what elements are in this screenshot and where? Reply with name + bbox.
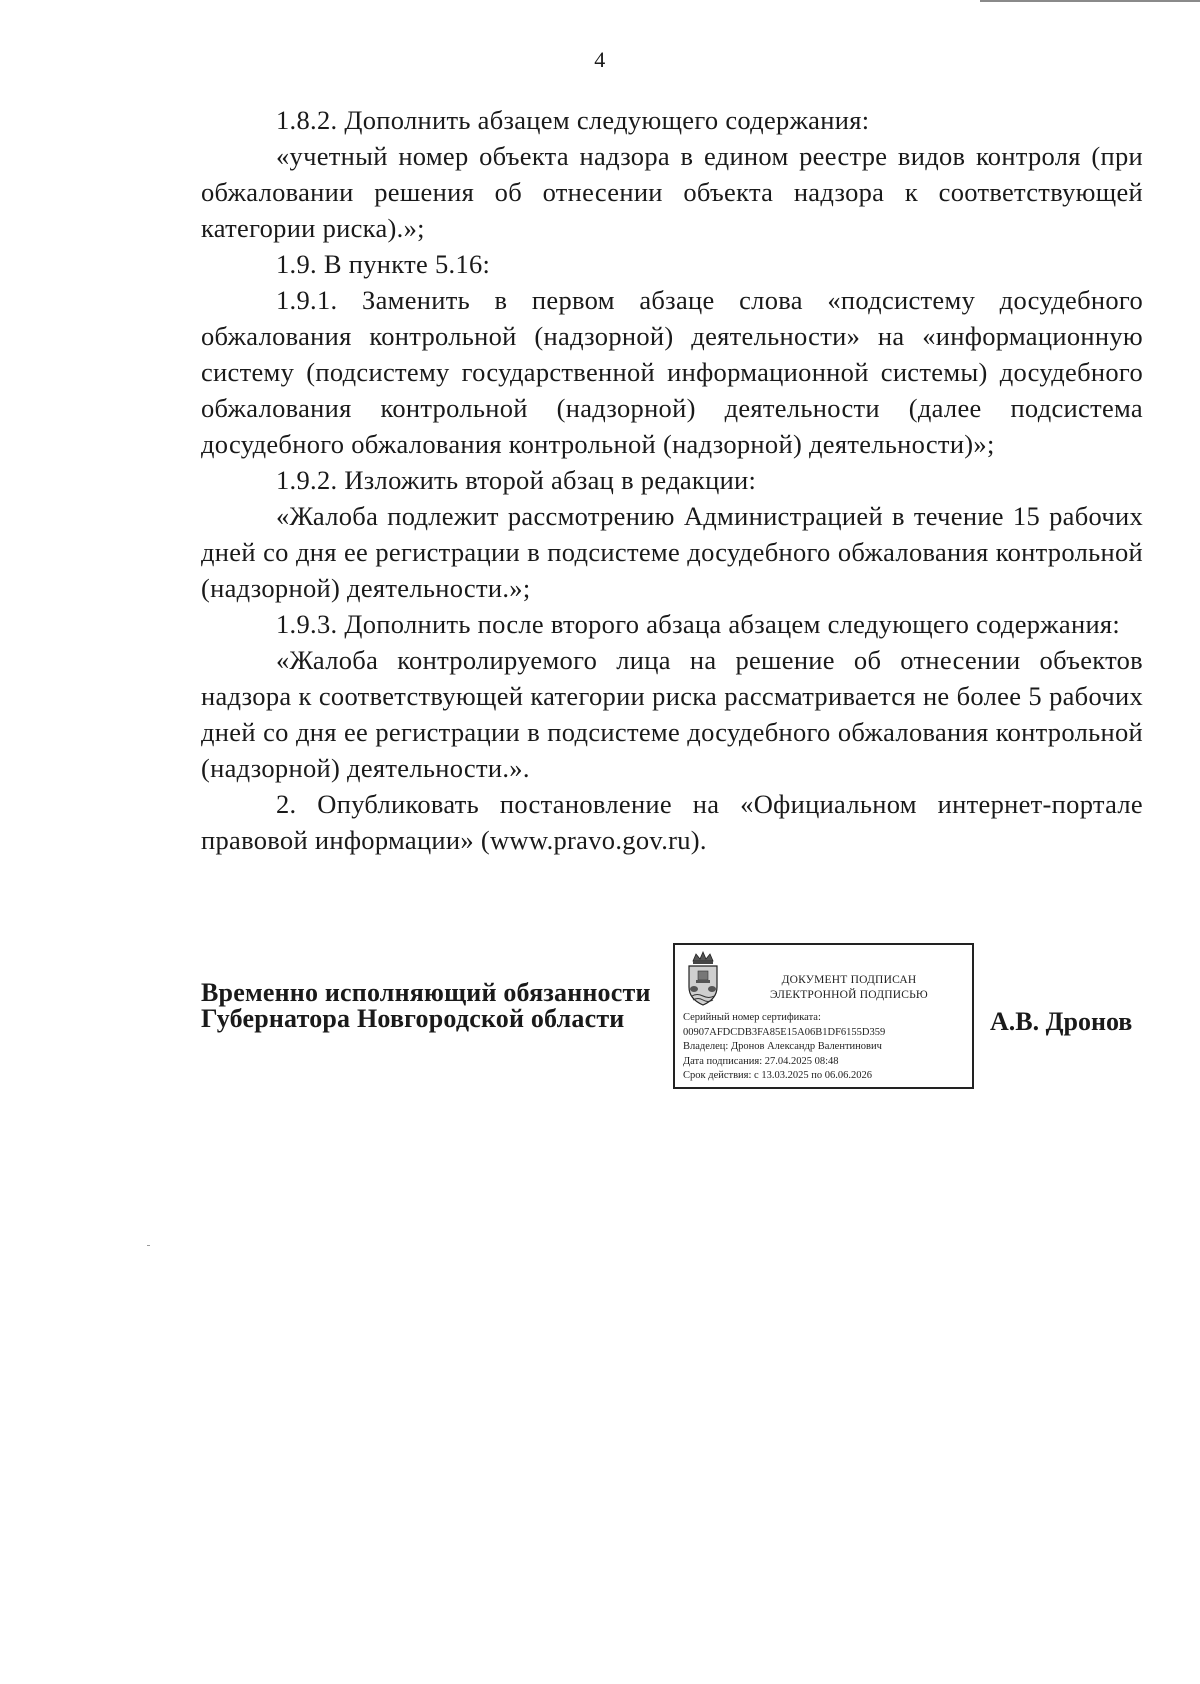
position-line-1: Временно исполняющий обязанности xyxy=(201,978,651,1007)
paragraph-2-publish: 2. Опубликовать постановление на «Официальном интернет-портале правовой информации» (www.pravo.gov.ru). xyxy=(201,789,1143,855)
paragraph-1-8-2: 1.8.2. Дополнить абзацем следующего содержания: xyxy=(276,105,870,135)
paragraph-quote-complaint-5-days: «Жалоба контролируемого лица на решение об отнесении объектов надзора к соответствующей категории риска рассматривается не более 5 рабочих дней со дня ее регистрации в подсистеме досудебного обжалования контрольной (надзорной) деятельности.». xyxy=(201,645,1143,783)
paragraph-quote-registry: «учетный номер объекта надзора в едином реестре видов контроля (при обжаловании решения об отнесении объекта надзора к соответствующей категории риска).»; xyxy=(201,141,1143,243)
scan-edge-line xyxy=(980,0,1200,2)
certificate-validity: Срок действия: с 13.03.2025 по 06.06.2026 xyxy=(683,1070,872,1081)
paragraph-1-9-2: 1.9.2. Изложить второй абзац в редакции: xyxy=(276,465,757,495)
stamp-title-line-1: ДОКУМЕНТ ПОДПИСАН xyxy=(781,974,917,986)
paragraph-1-9-3: 1.9.3. Дополнить после второго абзаца абзацем следующего содержания: xyxy=(276,609,1121,639)
page-number: 4 xyxy=(594,47,606,72)
scan-speck xyxy=(147,1245,150,1246)
certificate-label: Серийный номер сертификата: xyxy=(683,1012,821,1023)
stamp-title xyxy=(731,973,967,1003)
novgorod-coat-of-arms-icon xyxy=(683,951,723,1007)
signatory-position xyxy=(201,980,651,1032)
electronic-signature-stamp xyxy=(673,943,974,1089)
position-line-2: Губернатора Новгородской области xyxy=(201,1004,625,1033)
signer-name: А.В. Дронов xyxy=(990,1007,1133,1036)
paragraph-1-9: 1.9. В пункте 5.16: xyxy=(276,249,491,279)
document-body xyxy=(201,102,1143,858)
certificate-number: 00907AFDCDB3FA85E15A06B1DF6155D359 xyxy=(683,1026,886,1038)
stamp-title-line-2: ЭЛЕКТРОННОЙ ПОДПИСЬЮ xyxy=(770,989,928,1001)
certificate-owner: Владелец: Дронов Александр Валентинович xyxy=(683,1041,882,1052)
signing-date: Дата подписания: 27.04.2025 08:48 xyxy=(683,1055,839,1067)
paragraph-quote-complaint-15-days: «Жалоба подлежит рассмотрению Администрацией в течение 15 рабочих дней со дня ее регистрации в подсистеме досудебного обжалования контрольной (надзорной) деятельности.»; xyxy=(201,501,1143,603)
stamp-details xyxy=(683,1011,885,1084)
paragraph-1-9-1: 1.9.1. Заменить в первом абзаце слова «подсистему досудебного обжалования контрольной (надзорной) деятельности» на «информационную систему (подсистему государственной информационной системы) досудебного обжалования контрольной (надзорной) деятельности (далее подсистема досудебного обжалования контрольной (надзорной) деятельности)»; xyxy=(201,285,1143,459)
